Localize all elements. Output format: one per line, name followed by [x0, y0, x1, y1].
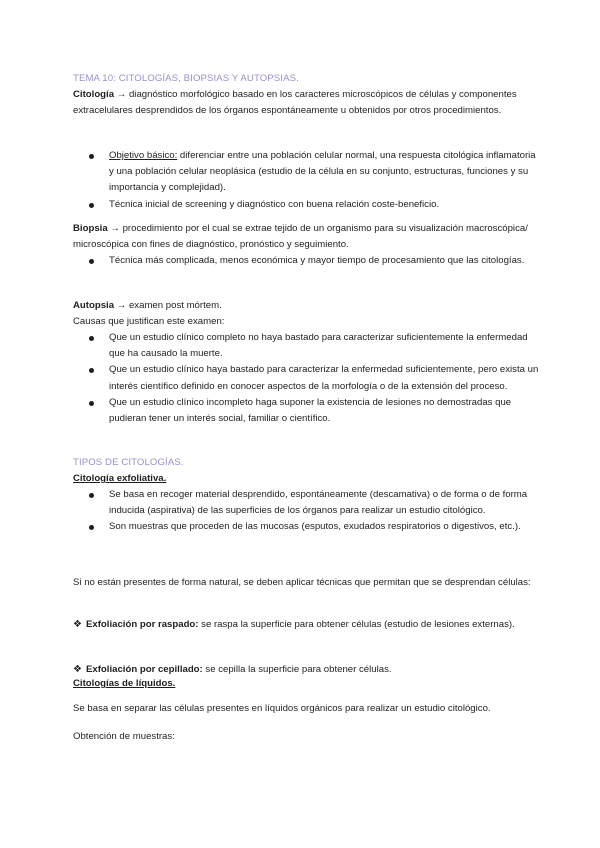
paragraph-autopsia — [73, 298, 540, 314]
bullet-icon — [89, 154, 94, 159]
item-exfoliacion-raspado — [73, 617, 600, 633]
term-autopsia: Autopsia — [73, 300, 115, 311]
term-biopsia: Biopsia — [73, 223, 108, 234]
bullet-icon — [89, 525, 94, 530]
exfoliativa-bullet-list — [73, 487, 540, 536]
obtencion-muestras: Obtención de muestras: — [73, 731, 175, 742]
list-item — [73, 330, 540, 362]
list-item — [73, 253, 540, 269]
bullet-text: Técnica inicial de screening y diagnóstico con buena relación coste-beneficio. — [109, 198, 440, 210]
bullet-icon — [89, 368, 94, 373]
paragraph-citologia — [73, 87, 540, 119]
bullet-text: Técnica más complicada, menos económica y mayor tiempo de procesamiento que las citologías. — [109, 255, 525, 266]
heading-liquidos: Citologías de líquidos. — [73, 678, 176, 689]
list-item — [73, 197, 540, 213]
list-item — [73, 395, 540, 427]
biopsia-definition: → procedimiento por el cual se extrae tejido de un organismo para su visualización macroscópica/ microscópica con fines de diagnóstico, pronóstico y seguimiento. — [73, 223, 528, 251]
bullet-text: Que un estudio clínico completo no haya bastado para caracterizar suficientemente la enfermedad que ha causado la muerte. — [109, 332, 528, 360]
bullet-text: Se basa en recoger material desprendido, espontáneamente (descamativa) o de forma o de forma inducida (aspirativa) de las superficies de los órganos para realizar un estudio citológico. — [109, 489, 528, 517]
autopsia-bullet-list — [73, 330, 540, 427]
heading-exfoliativa: Citología exfoliativa. — [73, 473, 167, 484]
citologia-definition: → diagnóstico morfológico basado en los caracteres microscópicos de células y componentes extracelulares desprendidos de los órganos espontáneamente u obtenidos por otros procedimientos. — [73, 89, 517, 117]
raspado-text: se raspa la superficie para obtener células (estudio de lesiones externas). — [198, 619, 515, 630]
bullet-icon — [89, 493, 94, 498]
bullet-text: Son muestras que proceden de las mucosas (esputos, exudados respiratorios o digestivos, etc.). — [109, 521, 521, 533]
bullet-label: Objetivo básico: — [109, 150, 178, 161]
term-raspado: Exfoliación por raspado: — [86, 619, 199, 630]
list-item — [73, 362, 540, 394]
bullet-icon — [89, 336, 94, 341]
cepillado-text: se cepilla la superficie para obtener células. — [202, 664, 392, 676]
list-item — [73, 487, 540, 519]
bullet-icon — [89, 259, 94, 264]
term-citologia: Citología — [73, 89, 115, 100]
term-cepillado: Exfoliación por cepillado: — [86, 664, 203, 676]
diamond-bullet-icon: ❖ — [73, 619, 82, 630]
citologia-bullet-list — [73, 148, 540, 213]
biopsia-bullet-list — [73, 253, 540, 269]
bullet-text: diferenciar entre una población celular normal, una respuesta citológica inflamatoria y una población celular neoplásica (estudio de la célula en su conjunto, estructuras, funciones y su importancia y complejidad). — [109, 150, 536, 194]
list-item — [73, 148, 540, 197]
section-title-tipos: TIPOS DE CITOLOGÍAS. — [73, 457, 184, 468]
paragraph-biopsia — [73, 221, 540, 253]
bullet-icon — [89, 401, 94, 406]
diamond-bullet-icon: ❖ — [73, 664, 82, 676]
causas-intro: Causas que justifican este examen: — [73, 316, 225, 327]
section-title-tema10: TEMA 10: CITOLOGÍAS, BIOPSIAS Y AUTOPSIAS. — [73, 73, 299, 84]
bullet-text: Que un estudio clínico incompleto haga suponer la existencia de lesiones no demostradas que pudieran tener un interés social, familiar o científico. — [109, 396, 512, 425]
autopsia-definition: → examen post mórtem. — [114, 300, 222, 311]
list-item — [73, 519, 540, 535]
exfoliacion-intro: Si no están presentes de forma natural, se deben aplicar técnicas que permitan que se desprendan células: — [73, 577, 531, 588]
bullet-text: Que un estudio clínico haya bastado para caracterizar la enfermedad suficientemente, pero exista un interés científico definido en conocer aspectos de la morfología o de la extensión del proceso. — [109, 364, 539, 392]
bullet-icon — [89, 203, 94, 208]
liquidos-text: Se basa en separar las células presentes en líquidos orgánicos para realizar un estudio citológico. — [73, 703, 491, 714]
